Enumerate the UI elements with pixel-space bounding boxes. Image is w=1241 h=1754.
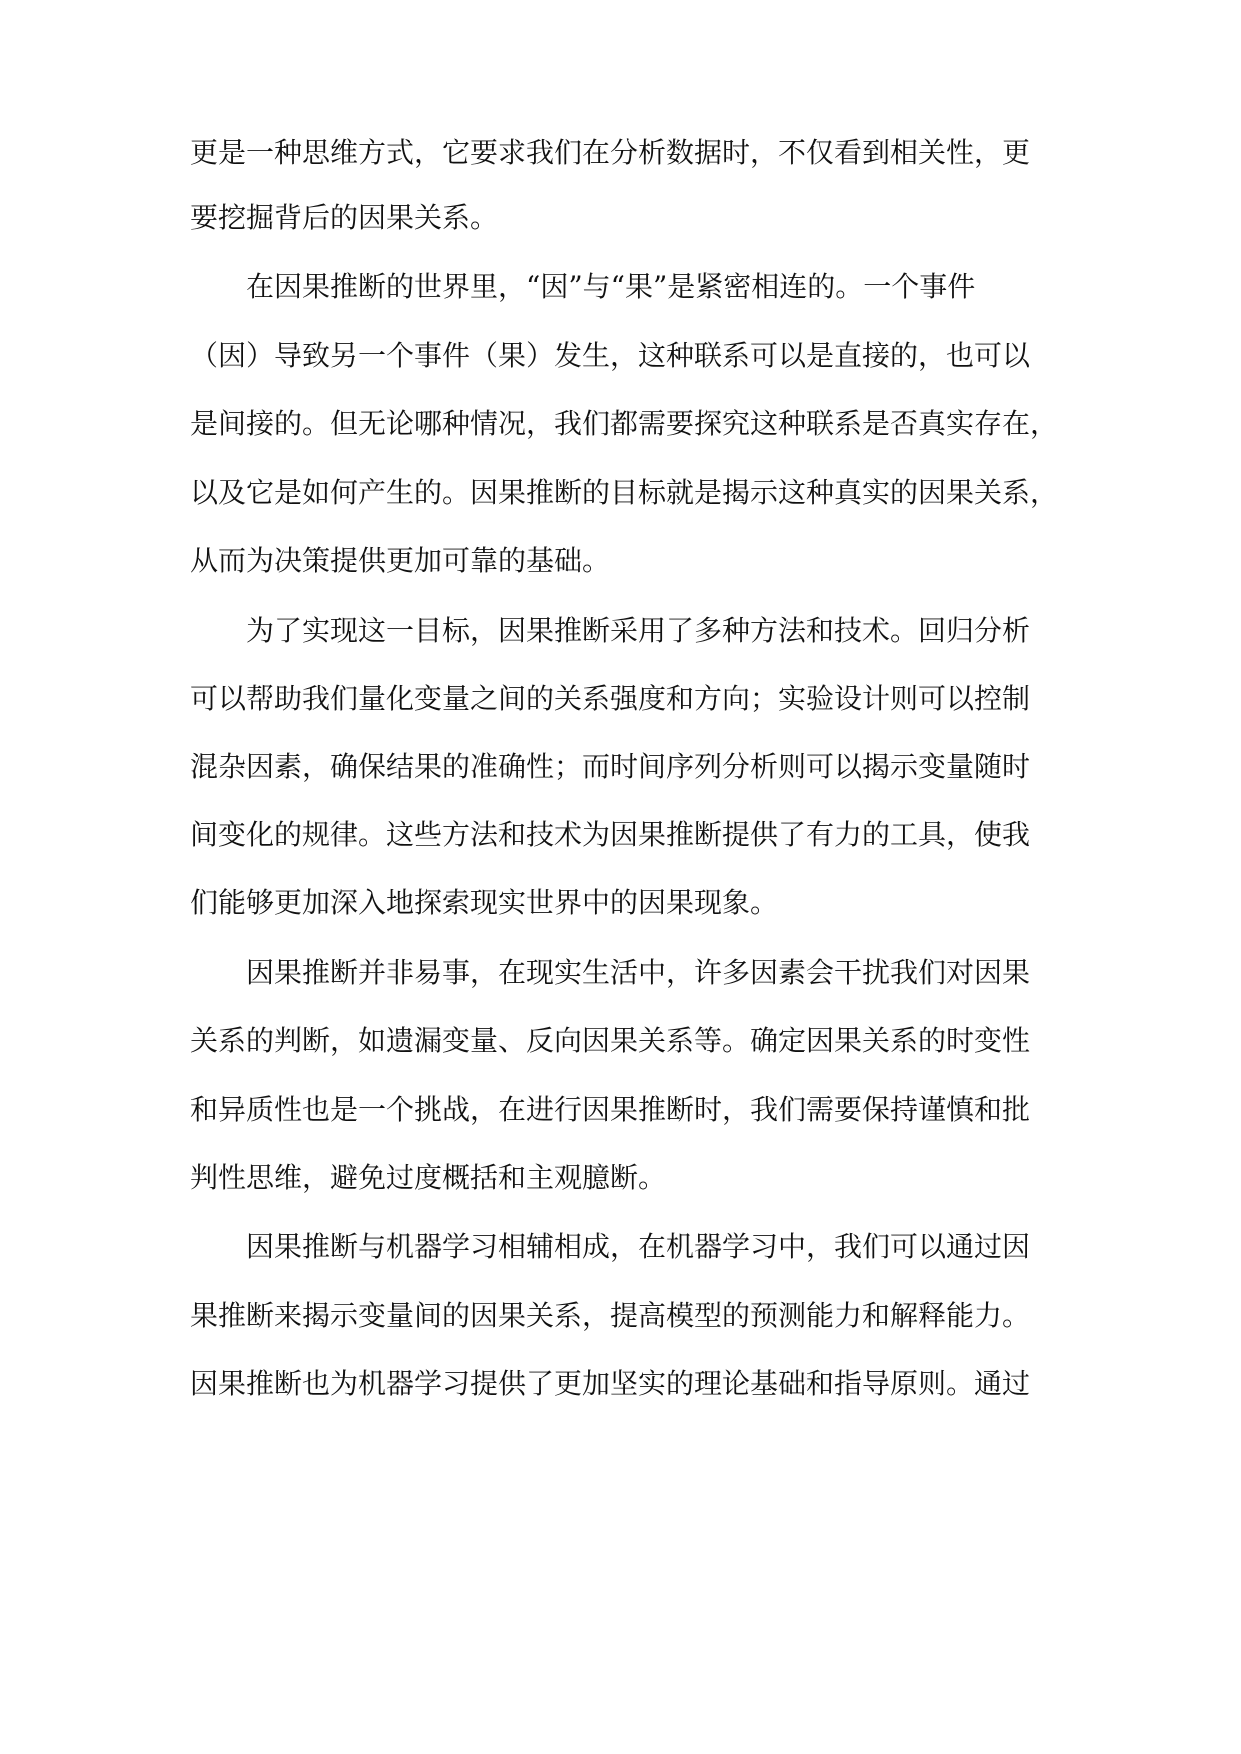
paragraph-4-line-3: 和异质性也是一个挑战，在进行因果推断时，我们需要保持谨慎和批: [190, 1093, 1031, 1126]
paragraph-3-line-5: 们能够更加深入地探索现实世界中的因果现象。: [190, 886, 779, 919]
paragraph-2-line-3: 是间接的。但无论哪种情况，我们都需要探究这种联系是否真实存在，: [190, 407, 1059, 440]
paragraph-3-line-4: 间变化的规律。这些方法和技术为因果推断提供了有力的工具，使我: [190, 818, 1031, 851]
paragraph-5-line-3: 因果推断也为机器学习提供了更加坚实的理论基础和指导原则。通过: [190, 1367, 1031, 1400]
paragraph-3-line-3: 混杂因素，确保结果的准确性；而时间序列分析则可以揭示变量随时: [190, 750, 1031, 783]
paragraph-2-line-4: 以及它是如何产生的。因果推断的目标就是揭示这种真实的因果关系，: [190, 476, 1059, 509]
paragraph-5-line-2: 果推断来揭示变量间的因果关系，提高模型的预测能力和解释能力。: [190, 1299, 1031, 1332]
paragraph-2-line-2: （因）导致另一个事件（果）发生，这种联系可以是直接的，也可以: [190, 339, 1031, 372]
paragraph-4-line-2: 关系的判断，如遗漏变量、反向因果关系等。确定因果关系的时变性: [190, 1024, 1031, 1057]
paragraph-5-line-1: 因果推断与机器学习相辅相成，在机器学习中，我们可以通过因: [246, 1230, 1031, 1263]
paragraph-3-line-1: 为了实现这一目标，因果推断采用了多种方法和技术。回归分析: [246, 614, 1031, 647]
paragraph-1-line-1: 更是一种思维方式，它要求我们在分析数据时，不仅看到相关性，更: [190, 136, 1031, 169]
paragraph-2-line-5: 从而为决策提供更加可靠的基础。: [190, 544, 611, 577]
paragraph-2-line-1: 在因果推断的世界里，“因”与“果”是紧密相连的。一个事件: [246, 270, 976, 303]
paragraph-4-line-4: 判性思维，避免过度概括和主观臆断。: [190, 1161, 667, 1194]
paragraph-4-line-1: 因果推断并非易事，在现实生活中，许多因素会干扰我们对因果: [246, 956, 1031, 989]
paragraph-3-line-2: 可以帮助我们量化变量之间的关系强度和方向；实验设计则可以控制: [190, 682, 1031, 715]
paragraph-1-line-2: 要挖掘背后的因果关系。: [190, 201, 499, 234]
